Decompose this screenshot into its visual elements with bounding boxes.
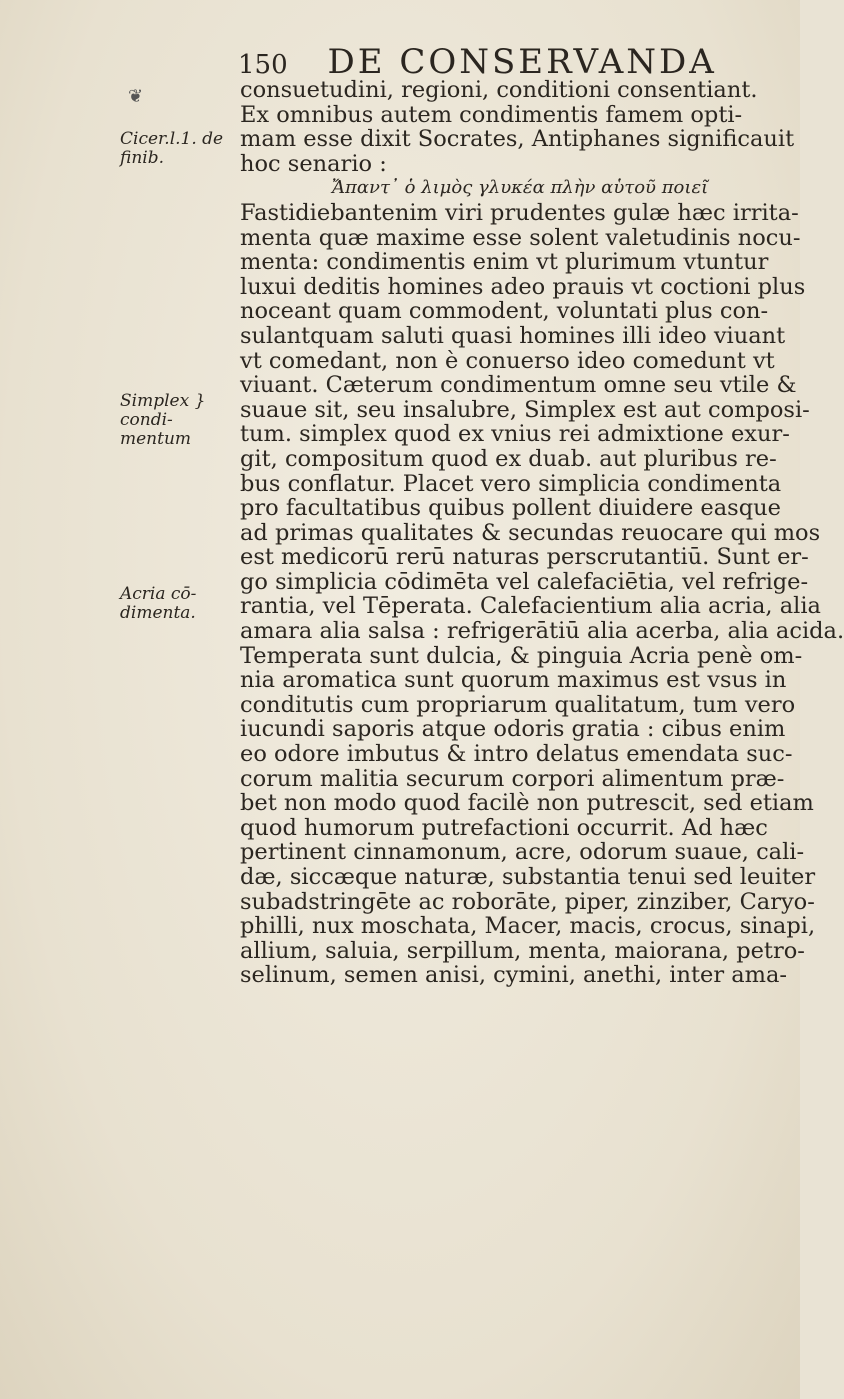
- text-line: selinum, semen anisi, cymini, anethi, inter ama-: [240, 962, 787, 989]
- text-line: go simplicia cōdimēta vel calefaciētia, vel refrige-: [240, 568, 809, 595]
- text-line: tum. simplex quod ex vnius rei admixtione exur-: [240, 421, 790, 448]
- text-line: vt comedant, non è conuerso ideo comedunt vt: [240, 347, 775, 374]
- text-line: philli, nux moschata, Macer, macis, crocus, sinapi,: [240, 913, 816, 940]
- text-line: ad primas qualitates & secundas reuocare qui mos: [240, 519, 821, 546]
- main-text: [240, 77, 844, 989]
- margin-note-acria: Acria cō- dimenta.: [120, 584, 197, 623]
- text-line: eo odore imbutus & intro delatus emendata suc-: [240, 741, 793, 768]
- text-line: Temperata sunt dulcia, & pinguia Acria penè om-: [240, 642, 803, 669]
- page-number: 150: [238, 50, 288, 80]
- text-line: subadstringēte ac roborāte, piper, zinziber, Caryo-: [240, 888, 815, 915]
- ornament-icon: ❦: [128, 86, 144, 107]
- text-line: rantia, vel Tēperata. Calefacientium alia acria, alia: [240, 593, 821, 620]
- text-line: pro facultatibus quibus pollent diuidere easque: [240, 495, 781, 522]
- text-line: conditutis cum propriarum qualitatum, tum vero: [240, 691, 796, 718]
- text-line: menta: condimentis enim vt plurimum vtuntur: [240, 249, 769, 276]
- running-title: DE CONSERVANDA: [327, 42, 717, 82]
- page-header: [238, 42, 738, 82]
- text-line: noceant quam commodent, voluntati plus con-: [240, 298, 769, 325]
- text-line: consuetudini, regioni, conditioni consentiant.: [240, 77, 758, 103]
- text-line: quod humorum putrefactioni occurrit. Ad hæc: [240, 814, 768, 841]
- text-line: mam esse dixit Socrates, Antiphanes significauit: [240, 126, 795, 153]
- margin-note-cicero: Cicer.l.1. de finib.: [120, 129, 224, 168]
- text-line: hoc senario :: [240, 150, 387, 177]
- text-line: bus conflatur. Placet vero simplicia condimenta: [240, 470, 782, 497]
- text-line: suaue sit, seu insalubre, Simplex est aut composi-: [240, 396, 810, 423]
- text-line: luxui deditis homines adeo prauis vt coctioni plus: [240, 273, 806, 300]
- text-line: dæ, siccæque naturæ, substantia tenui sed leuiter: [240, 864, 816, 890]
- text-line: iucundi saporis atque odoris gratia : cibus enim: [240, 716, 786, 743]
- text-line: menta quæ maxime esse solent valetudinis nocu-: [240, 224, 801, 251]
- text-line: amara alia salsa : refrigerātiū alia acerba, alia acida.: [240, 618, 844, 645]
- text-line: Fastidiebantenim viri prudentes gulæ hæc irrita-: [240, 199, 799, 226]
- text-line: Ex omnibus autem condimentis famem opti-: [240, 101, 743, 128]
- text-line: viuant. Cæterum condimentum omne seu vtile &: [240, 372, 797, 399]
- margin-note-simplex: Simplex } condi- mentum: [120, 391, 206, 449]
- text-line: sulantquam saluti quasi homines illi ideo viuant: [240, 322, 786, 349]
- text-line: pertinent cinnamonum, acre, odorum suaue, cali-: [240, 839, 805, 866]
- text-line: est medicorū rerū naturas perscrutantiū. Sunt er-: [240, 544, 809, 571]
- text-line: corum malitia securum corpori alimentum præ-: [240, 765, 785, 792]
- text-line: allium, saluia, serpillum, menta, maiorana, petro-: [240, 937, 805, 964]
- text-line: git, compositum quod ex duab. aut pluribus re-: [240, 445, 777, 472]
- greek-quote: Ἄπαντ᾽ ὁ λιμὸς γλυκέα πλὴν αὑτοῦ ποιεῖ: [331, 177, 709, 199]
- text-line: nia aromatica sunt quorum maximus est vsus in: [240, 667, 787, 694]
- text-line: bet non modo quod facilè non putrescit, sed etiam: [240, 790, 814, 817]
